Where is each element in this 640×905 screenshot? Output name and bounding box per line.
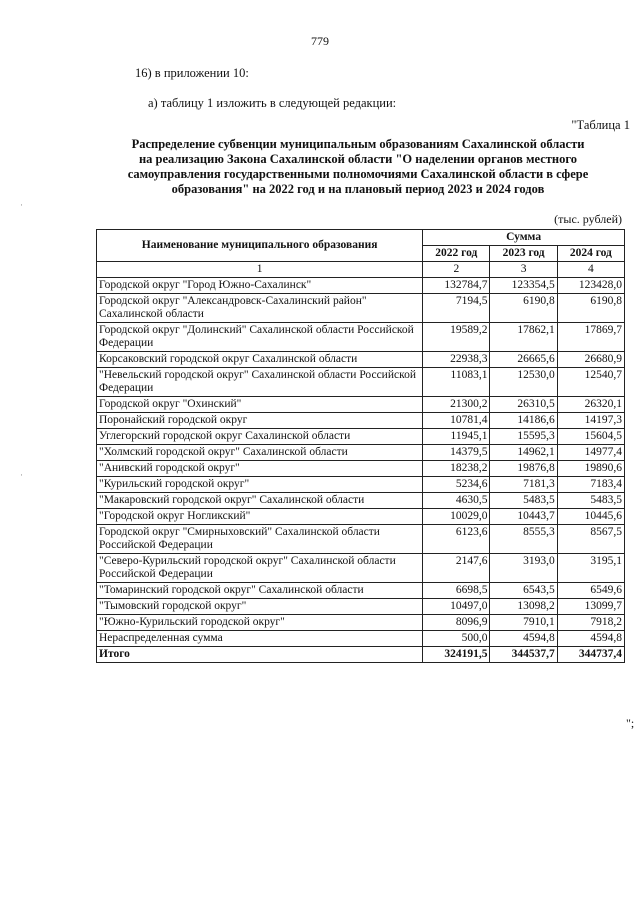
value-2022: 18238,2 <box>423 461 490 477</box>
header-name: Наименование муниципального образования <box>97 230 423 262</box>
table-row <box>97 413 625 429</box>
municipality-name: Городской округ "Охинский" <box>97 397 423 413</box>
header-sum: Сумма <box>423 230 625 246</box>
table-row <box>97 631 625 647</box>
table-row <box>97 445 625 461</box>
value-2022: 19589,2 <box>423 323 490 352</box>
value-2023: 3193,0 <box>490 554 557 583</box>
column-number: 2 <box>423 262 490 278</box>
value-2023: 6190,8 <box>490 294 557 323</box>
value-2023: 26310,5 <box>490 397 557 413</box>
value-2023: 6543,5 <box>490 583 557 599</box>
value-2023: 19876,8 <box>490 461 557 477</box>
municipality-name: "Анивский городской округ" <box>97 461 423 477</box>
column-number-row <box>97 262 625 278</box>
municipality-name: "Невельский городской округ" Сахалинской области Российской Федерации <box>97 368 423 397</box>
value-2023: 10443,7 <box>490 509 557 525</box>
unit-label: (тыс. рублей) <box>554 212 622 226</box>
closing-quote: "; <box>626 716 635 730</box>
municipality-name: "Южно-Курильский городской округ" <box>97 615 423 631</box>
value-2023: 14962,1 <box>490 445 557 461</box>
value-2024: 17869,7 <box>557 323 624 352</box>
total-2024: 344737,4 <box>557 647 624 663</box>
value-2022: 10029,0 <box>423 509 490 525</box>
municipality-name: Углегорский городской округ Сахалинской области <box>97 429 423 445</box>
value-2024: 7183,4 <box>557 477 624 493</box>
municipality-name: "Северо-Курильский городской округ" Сахалинской области Российской Федерации <box>97 554 423 583</box>
header-year-2023: 2023 год <box>490 246 557 262</box>
municipality-name: "Городской округ Ногликский" <box>97 509 423 525</box>
municipality-name: Городской округ "Александровск-Сахалинский район" Сахалинской области <box>97 294 423 323</box>
value-2023: 123354,5 <box>490 278 557 294</box>
municipality-name: Нераспределенная сумма <box>97 631 423 647</box>
value-2024: 15604,5 <box>557 429 624 445</box>
value-2023: 26665,6 <box>490 352 557 368</box>
value-2022: 5234,6 <box>423 477 490 493</box>
value-2024: 26320,1 <box>557 397 624 413</box>
value-2022: 14379,5 <box>423 445 490 461</box>
value-2022: 500,0 <box>423 631 490 647</box>
table-row <box>97 615 625 631</box>
value-2023: 7181,3 <box>490 477 557 493</box>
table-row <box>97 429 625 445</box>
value-2023: 14186,6 <box>490 413 557 429</box>
municipality-name: Городской округ "Город Южно-Сахалинск" <box>97 278 423 294</box>
value-2023: 7910,1 <box>490 615 557 631</box>
table-row <box>97 397 625 413</box>
value-2023: 8555,3 <box>490 525 557 554</box>
table-body <box>97 278 625 647</box>
value-2022: 10781,4 <box>423 413 490 429</box>
table-row <box>97 554 625 583</box>
value-2024: 10445,6 <box>557 509 624 525</box>
table-row <box>97 368 625 397</box>
value-2022: 6698,5 <box>423 583 490 599</box>
subvention-table <box>96 229 625 663</box>
value-2022: 8096,9 <box>423 615 490 631</box>
total-2023: 344537,7 <box>490 647 557 663</box>
value-2023: 17862,1 <box>490 323 557 352</box>
value-2023: 13098,2 <box>490 599 557 615</box>
total-row <box>97 647 625 663</box>
header-year-2022: 2022 год <box>423 246 490 262</box>
value-2022: 22938,3 <box>423 352 490 368</box>
value-2024: 12540,7 <box>557 368 624 397</box>
value-2022: 10497,0 <box>423 599 490 615</box>
table-row <box>97 477 625 493</box>
table-row <box>97 509 625 525</box>
municipality-name: Городской округ "Смирныховский" Сахалинской области Российской Федерации <box>97 525 423 554</box>
table-row <box>97 278 625 294</box>
total-label: Итого <box>97 647 423 663</box>
value-2024: 26680,9 <box>557 352 624 368</box>
value-2024: 13099,7 <box>557 599 624 615</box>
municipality-name: Городской округ "Долинский" Сахалинской области Российской Федерации <box>97 323 423 352</box>
item-16-text: 16) в приложении 10: <box>135 66 249 80</box>
value-2022: 11083,1 <box>423 368 490 397</box>
value-2023: 15595,3 <box>490 429 557 445</box>
value-2022: 4630,5 <box>423 493 490 509</box>
value-2023: 4594,8 <box>490 631 557 647</box>
value-2024: 123428,0 <box>557 278 624 294</box>
value-2022: 7194,5 <box>423 294 490 323</box>
item-a-text: а) таблицу 1 изложить в следующей редакции: <box>148 96 397 110</box>
value-2024: 19890,6 <box>557 461 624 477</box>
table-row <box>97 294 625 323</box>
value-2022: 21300,2 <box>423 397 490 413</box>
title-line: самоуправления государственными полномочиями Сахалинской области в сфере <box>127 167 589 181</box>
value-2024: 7918,2 <box>557 615 624 631</box>
value-2022: 11945,1 <box>423 429 490 445</box>
table-row <box>97 323 625 352</box>
municipality-name: "Холмский городской округ" Сахалинской области <box>97 445 423 461</box>
table-row <box>97 599 625 615</box>
value-2024: 14977,4 <box>557 445 624 461</box>
value-2024: 14197,3 <box>557 413 624 429</box>
table-row <box>97 493 625 509</box>
header-year-2024: 2024 год <box>557 246 624 262</box>
column-number: 3 <box>490 262 557 278</box>
column-number: 1 <box>97 262 423 278</box>
title-line: Распределение субвенции муниципальным образованиям Сахалинской области <box>131 137 585 151</box>
value-2024: 6549,6 <box>557 583 624 599</box>
municipality-name: Корсаковский городской округ Сахалинской области <box>97 352 423 368</box>
title-line: на реализацию Закона Сахалинской области "О наделении органов местного <box>138 152 577 166</box>
title-line: образования" на 2022 год и на плановый период 2023 и 2024 годов <box>171 182 545 196</box>
value-2024: 3195,1 <box>557 554 624 583</box>
value-2022: 6123,6 <box>423 525 490 554</box>
page-number: 779 <box>311 34 329 48</box>
scan-mark: · <box>20 200 23 210</box>
municipality-name: "Курильский городской округ" <box>97 477 423 493</box>
total-2022: 324191,5 <box>423 647 490 663</box>
scan-mark: · <box>20 470 23 480</box>
value-2022: 2147,6 <box>423 554 490 583</box>
document-title <box>90 137 626 197</box>
municipality-name: "Макаровский городской округ" Сахалинской области <box>97 493 423 509</box>
value-2024: 6190,8 <box>557 294 624 323</box>
value-2024: 5483,5 <box>557 493 624 509</box>
value-2023: 12530,0 <box>490 368 557 397</box>
column-number: 4 <box>557 262 624 278</box>
municipality-name: "Томаринский городской округ" Сахалинской области <box>97 583 423 599</box>
table-row <box>97 352 625 368</box>
value-2022: 132784,7 <box>423 278 490 294</box>
municipality-name: Поронайский городской округ <box>97 413 423 429</box>
value-2024: 4594,8 <box>557 631 624 647</box>
table-row <box>97 461 625 477</box>
table-row <box>97 525 625 554</box>
municipality-name: "Тымовский городской округ" <box>97 599 423 615</box>
table-row <box>97 583 625 599</box>
value-2023: 5483,5 <box>490 493 557 509</box>
table-caption: "Таблица 1 <box>571 118 630 132</box>
value-2024: 8567,5 <box>557 525 624 554</box>
